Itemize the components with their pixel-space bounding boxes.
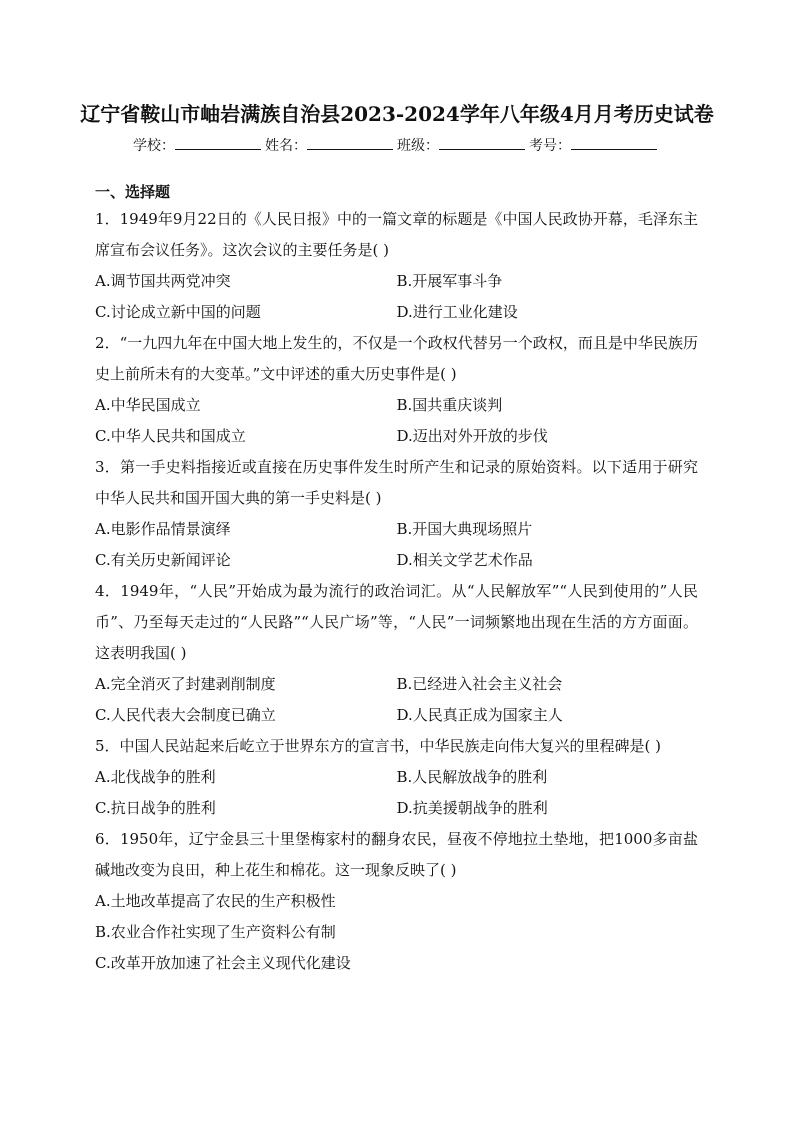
question-stem: 4．1949年，“人民”开始成为最为流行的政治词汇。从“人民解放军”“人民到使用的”人民币”、乃至每天走过的“人民路”“人民广场”等，“人民”一词频繁地出现在生活的方方面面。这表明我国( ) bbox=[95, 582, 698, 662]
question-3 bbox=[95, 452, 698, 576]
option-c[interactable]: C.人民代表大会制度已确立 bbox=[95, 706, 276, 724]
option-d[interactable]: D.进行工业化建设 bbox=[396, 303, 518, 321]
options-grid bbox=[95, 514, 698, 576]
question-1 bbox=[95, 204, 698, 328]
option-b[interactable]: B.农业合作社实现了生产资料公有制 bbox=[95, 923, 336, 941]
option-c[interactable]: C.中华人民共和国成立 bbox=[95, 427, 246, 445]
question-stem: 6．1950年，辽宁金县三十里堡梅家村的翻身农民，昼夜不停地拉土垫地，把1000多亩盐碱地改变为良田，种上花生和棉花。这一现象反映了( ) bbox=[95, 830, 698, 879]
school-blank[interactable] bbox=[175, 136, 261, 150]
option-a[interactable]: A.土地改革提高了农民的生产积极性 bbox=[95, 892, 336, 910]
option-d[interactable]: D.抗美援朝战争的胜利 bbox=[396, 799, 548, 817]
options-grid bbox=[95, 762, 698, 824]
option-a[interactable]: A.调节国共两党冲突 bbox=[95, 272, 231, 290]
option-c[interactable]: C.讨论成立新中国的问题 bbox=[95, 303, 261, 321]
question-stem: 2．“一九四九年在中国大地上发生的，不仅是一个政权代替另一个政权，而且是中华民族历史上前所未有的大变革。”文中评述的重大历史事件是( ) bbox=[95, 334, 698, 383]
class-label: 班级： bbox=[397, 138, 439, 154]
option-c[interactable]: C.改革开放加速了社会主义现代化建设 bbox=[95, 954, 351, 972]
question-stem: 1．1949年9月22日的《人民日报》中的一篇文章的标题是《中国人民政协开幕，毛泽东主席宣布会议任务》。这次会议的主要任务是( ) bbox=[95, 210, 698, 259]
question-5 bbox=[95, 731, 698, 824]
options-list bbox=[95, 886, 698, 979]
option-b[interactable]: B.开展军事斗争 bbox=[396, 272, 503, 290]
question-2 bbox=[95, 328, 698, 452]
exam-number-label: 考号： bbox=[529, 138, 571, 154]
name-blank[interactable] bbox=[307, 136, 393, 150]
option-c[interactable]: C.抗日战争的胜利 bbox=[95, 799, 216, 817]
option-b[interactable]: B.人民解放战争的胜利 bbox=[396, 768, 548, 786]
option-c[interactable]: C.有关历史新闻评论 bbox=[95, 551, 231, 569]
options-grid bbox=[95, 266, 698, 328]
name-label: 姓名： bbox=[265, 138, 307, 154]
student-info-line bbox=[0, 135, 794, 155]
class-blank[interactable] bbox=[439, 136, 525, 150]
option-a[interactable]: A.中华民国成立 bbox=[95, 396, 201, 414]
option-b[interactable]: B.已经进入社会主义社会 bbox=[396, 675, 563, 693]
question-6 bbox=[95, 824, 698, 979]
exam-title: 辽宁省鞍山市岫岩满族自治县2023-2024学年八年级4月月考历史试卷 bbox=[80, 102, 714, 126]
section-title: 一、选择题 bbox=[95, 183, 171, 201]
exam-number-blank[interactable] bbox=[571, 136, 657, 150]
option-a[interactable]: A.北伐战争的胜利 bbox=[95, 768, 216, 786]
option-a[interactable]: A.完全消灭了封建剥削制度 bbox=[95, 675, 276, 693]
option-b[interactable]: B.开国大典现场照片 bbox=[396, 520, 533, 538]
question-stem: 5．中国人民站起来后屹立于世界东方的宣言书，中华民族走向伟大复兴的里程碑是( ) bbox=[95, 737, 662, 755]
option-d[interactable]: D.人民真正成为国家主人 bbox=[396, 706, 563, 724]
option-d[interactable]: D.相关文学艺术作品 bbox=[396, 551, 533, 569]
option-a[interactable]: A.电影作品情景演绎 bbox=[95, 520, 231, 538]
options-grid bbox=[95, 390, 698, 452]
question-4 bbox=[95, 576, 698, 731]
school-label: 学校： bbox=[133, 138, 175, 154]
option-d[interactable]: D.迈出对外开放的步伐 bbox=[396, 427, 548, 445]
option-b[interactable]: B.国共重庆谈判 bbox=[396, 396, 503, 414]
options-grid bbox=[95, 669, 698, 731]
question-stem: 3．第一手史料指接近或直接在历史事件发生时所产生和记录的原始资料。以下适用于研究中华人民共和国开国大典的第一手史料是( ) bbox=[95, 458, 698, 507]
exam-content bbox=[95, 180, 698, 979]
